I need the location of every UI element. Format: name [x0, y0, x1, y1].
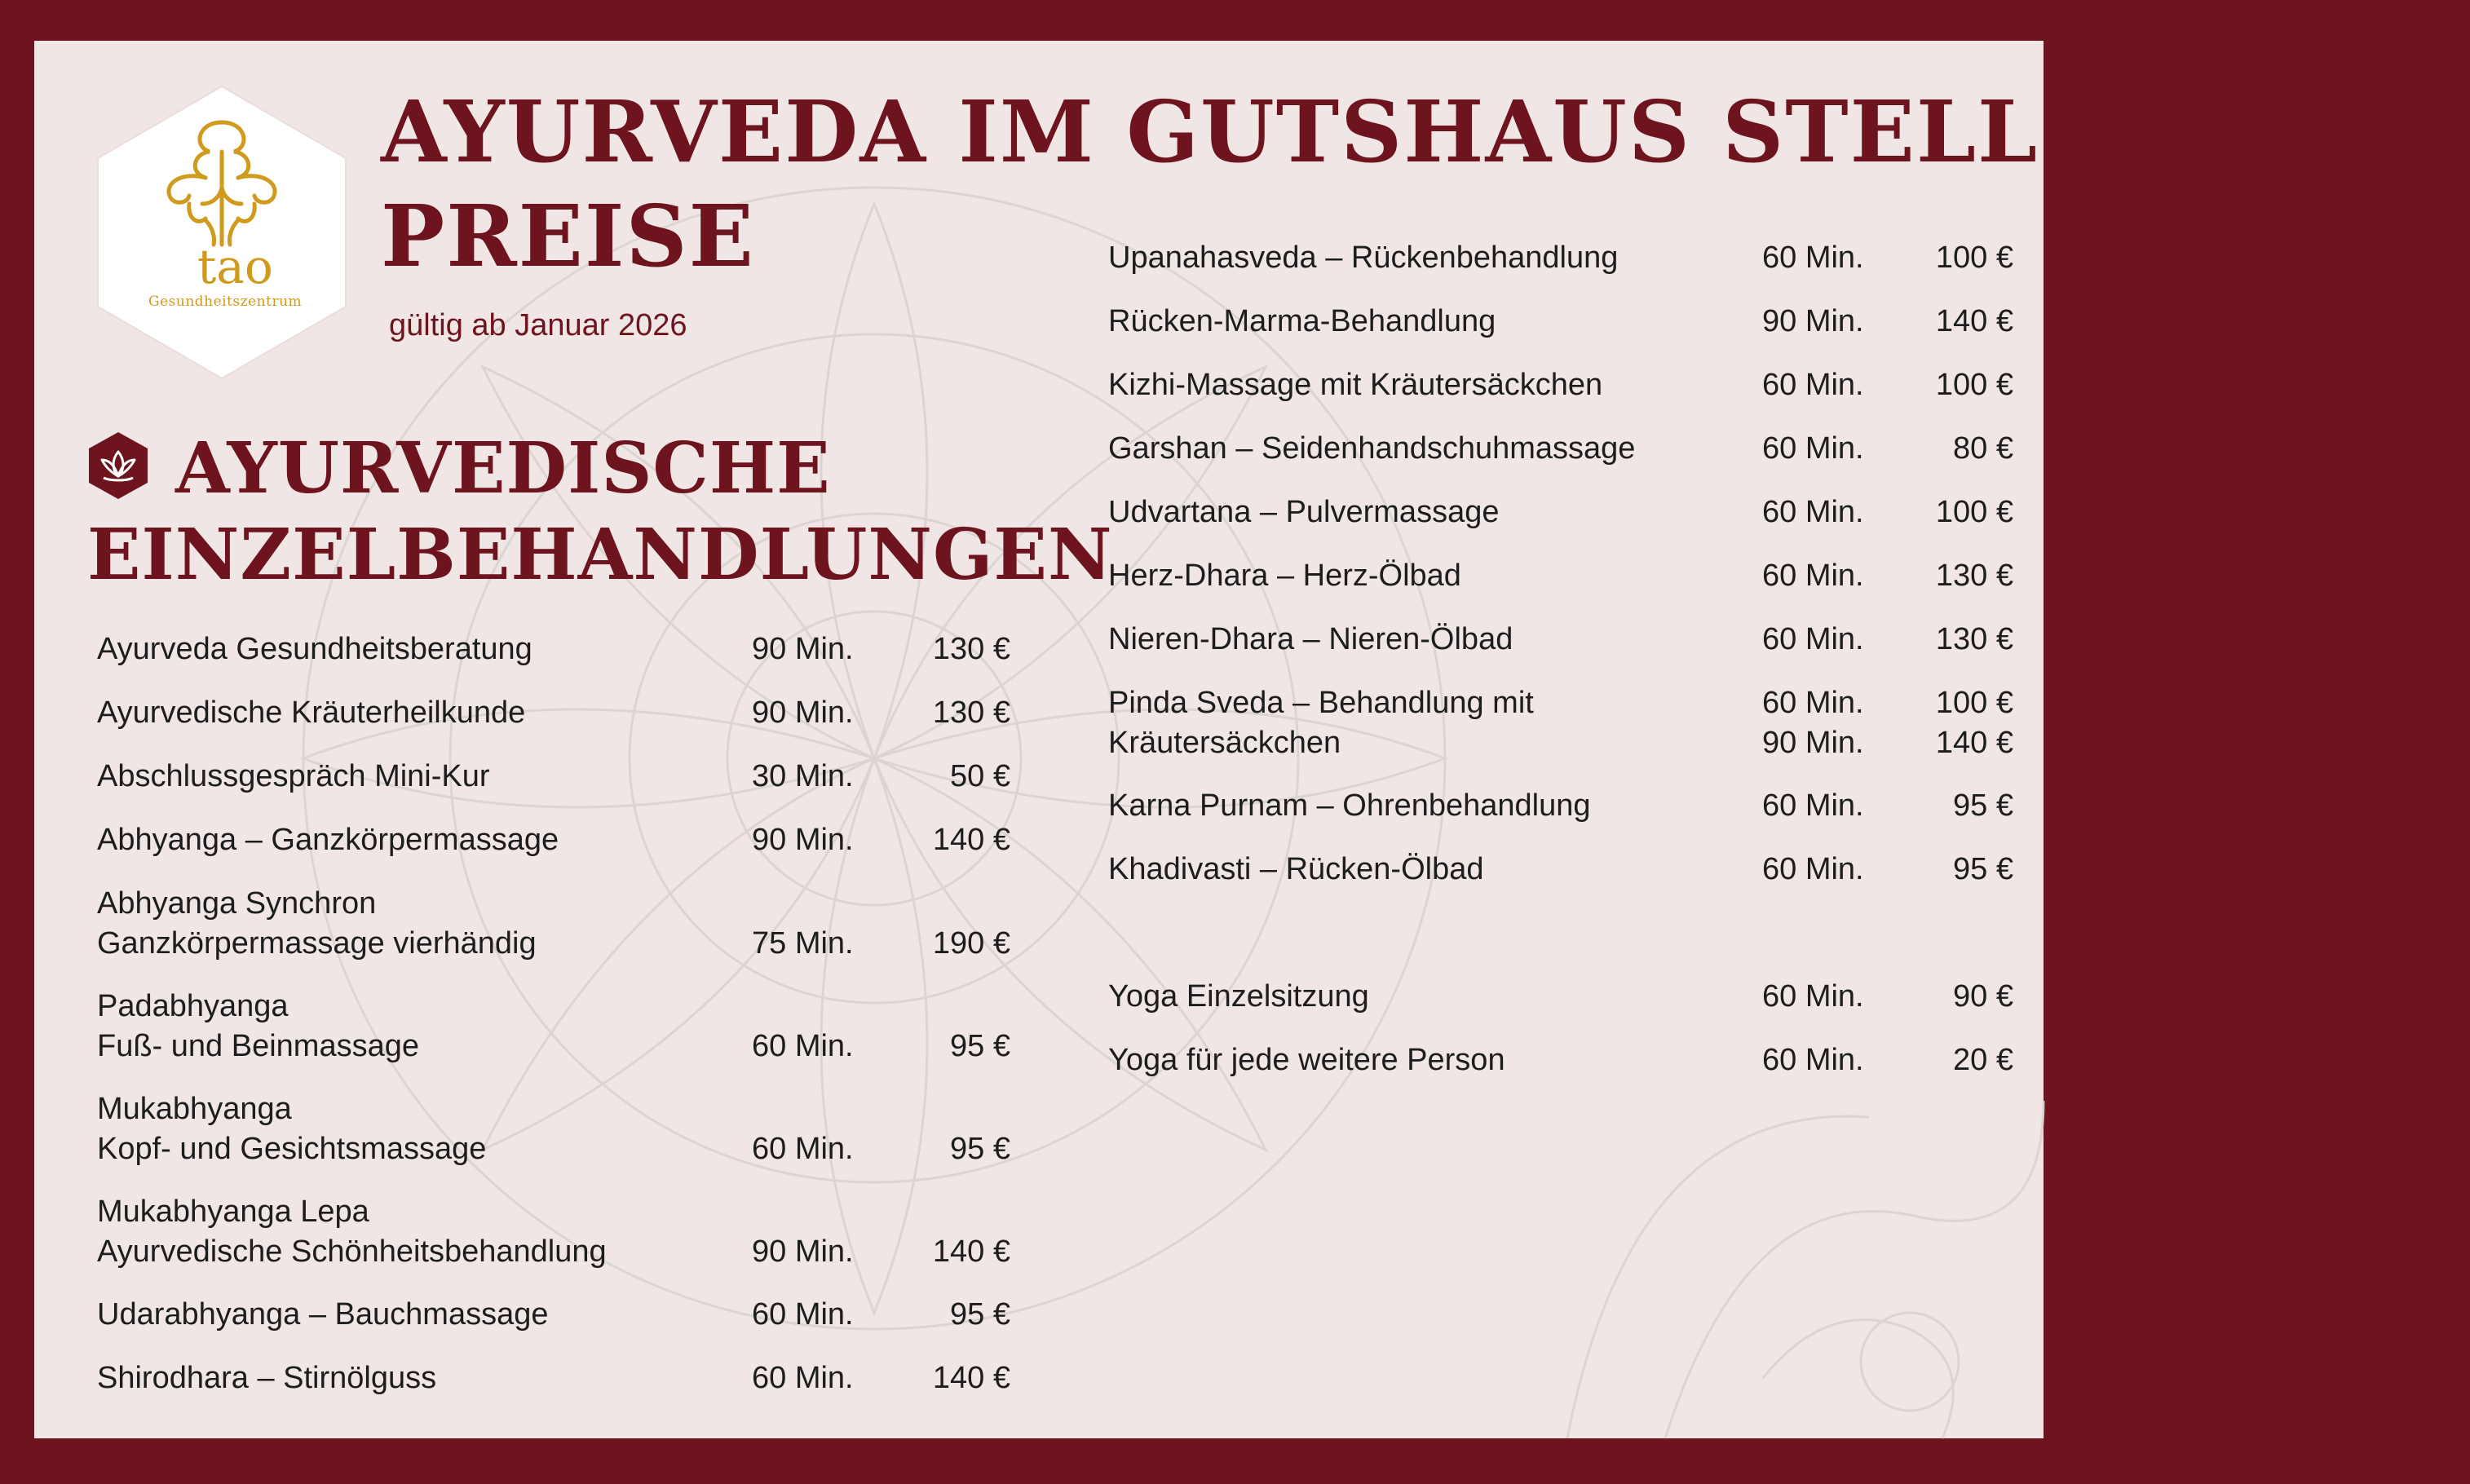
- treatment-price: 130 €: [1935, 622, 2013, 656]
- treatment-name: Mukabhyanga: [97, 1092, 292, 1126]
- treatment-duration: 60 Min.: [1762, 622, 1864, 656]
- treatment-name: Herz-Dhara – Herz-Ölbad: [1108, 559, 1461, 593]
- treatment-name: Mukabhyanga Lepa: [97, 1195, 369, 1229]
- price-row: [1108, 365, 2013, 429]
- treatment-duration-2: 90 Min.: [1762, 726, 1864, 760]
- yoga-name: Yoga für jede weitere Person: [1108, 1043, 1505, 1077]
- treatment-duration: 60 Min.: [752, 1132, 854, 1166]
- treatment-name: Padabhyanga: [97, 989, 289, 1023]
- treatment-description: Kräutersäckchen: [1108, 726, 1341, 760]
- treatment-description: Kopf- und Gesichtsmassage: [97, 1132, 487, 1166]
- treatment-duration: 60 Min.: [1762, 368, 1864, 402]
- price-row: [97, 820, 1010, 884]
- treatment-price: 140 €: [1935, 304, 2013, 338]
- treatment-price: 95 €: [950, 1029, 1010, 1063]
- validity-note: gültig ab Januar 2026: [389, 308, 687, 342]
- treatment-price: 100 €: [1935, 495, 2013, 529]
- treatment-price: 130 €: [932, 696, 1010, 730]
- section-title-line2: EINZELBEHANDLUNGEN: [87, 514, 1113, 596]
- price-row: [1108, 556, 2013, 620]
- treatment-duration: 60 Min.: [1762, 788, 1864, 823]
- logo-wordmark: tao: [197, 239, 273, 294]
- treatment-price: 95 €: [1953, 852, 2013, 886]
- treatment-price: 130 €: [1935, 559, 2013, 593]
- treatment-name: Nieren-Dhara – Nieren-Ölbad: [1108, 622, 1513, 656]
- yoga-name: Yoga Einzelsitzung: [1108, 979, 1369, 1014]
- treatment-duration: 60 Min.: [752, 1361, 854, 1395]
- treatment-duration: 90 Min.: [752, 1234, 854, 1269]
- treatment-price: 140 €: [932, 1234, 1010, 1269]
- price-row: [1108, 850, 2013, 977]
- price-row: [97, 629, 1010, 693]
- treatment-price: 50 €: [950, 759, 1010, 793]
- treatment-duration: 60 Min.: [1762, 559, 1864, 593]
- treatment-price: 190 €: [932, 926, 1010, 961]
- treatment-description: Fuß- und Beinmassage: [97, 1029, 419, 1063]
- treatment-name: Karna Purnam – Ohrenbehandlung: [1108, 788, 1591, 823]
- price-row: [97, 884, 1010, 987]
- price-row: [97, 1089, 1010, 1192]
- treatment-duration: 60 Min.: [1762, 686, 1864, 720]
- price-row: [1108, 492, 2013, 556]
- yoga-price: 90 €: [1953, 979, 2013, 1014]
- price-row: [97, 1192, 1010, 1295]
- treatment-duration: 60 Min.: [1762, 431, 1864, 466]
- treatment-price: 130 €: [932, 632, 1010, 666]
- price-row: [97, 693, 1010, 757]
- price-row: [1108, 620, 2013, 683]
- treatment-name: Upanahasveda – Rückenbehandlung: [1108, 241, 1619, 275]
- price-row: [1108, 238, 2013, 302]
- treatment-name: Rücken-Marma-Behandlung: [1108, 304, 1496, 338]
- section-title: [87, 426, 1113, 598]
- right-price-list: [1108, 238, 2013, 1104]
- yoga-row: [1108, 977, 2013, 1040]
- treatment-name: Khadivasti – Rücken-Ölbad: [1108, 852, 1484, 886]
- yoga-price: 20 €: [1953, 1043, 2013, 1077]
- price-row: [1108, 786, 2013, 850]
- treatment-duration: 60 Min.: [1762, 852, 1864, 886]
- treatment-name: Pinda Sveda – Behandlung mit: [1108, 686, 1534, 720]
- treatment-price: 140 €: [932, 1361, 1010, 1395]
- yoga-duration: 60 Min.: [1762, 1043, 1864, 1077]
- treatment-price: 100 €: [1935, 241, 2013, 275]
- treatment-duration: 60 Min.: [752, 1029, 854, 1063]
- price-row: [1108, 429, 2013, 492]
- treatment-description: Ayurvedische Schönheitsbehandlung: [97, 1234, 607, 1269]
- price-row: [97, 757, 1010, 820]
- treatment-duration: 60 Min.: [1762, 241, 1864, 275]
- section-title-line1: AYURVEDISCHE: [175, 427, 831, 510]
- price-sheet: [34, 41, 2470, 1438]
- treatment-name: Ayurvedische Kräuterheilkunde: [97, 696, 526, 730]
- logo-subtitle: Gesundheitszentrum: [148, 294, 303, 310]
- yoga-duration: 60 Min.: [1762, 979, 1864, 1014]
- treatment-price-2: 140 €: [1935, 726, 2013, 760]
- treatment-name: Abhyanga – Ganzkörpermassage: [97, 823, 559, 857]
- treatment-duration: 90 Min.: [752, 632, 854, 666]
- treatment-duration: 60 Min.: [1762, 495, 1864, 529]
- price-row: [97, 1295, 1010, 1358]
- treatment-price: 80 €: [1953, 431, 2013, 466]
- treatment-price: 140 €: [932, 823, 1010, 857]
- treatment-price: 95 €: [950, 1132, 1010, 1166]
- price-row: [97, 987, 1010, 1089]
- treatment-duration: 90 Min.: [752, 823, 854, 857]
- treatment-duration: 75 Min.: [752, 926, 854, 961]
- page-subtitle: PREISE: [381, 186, 755, 286]
- left-price-list: [97, 629, 1010, 1422]
- treatment-name: Abhyanga Synchron: [97, 886, 377, 921]
- page-title: AYURVEDA IM GUTSHAUS STELLSHAGEN: [381, 82, 2470, 182]
- treatment-name: Shirodhara – Stirnölguss: [97, 1361, 437, 1395]
- treatment-name: Udvartana – Pulvermassage: [1108, 495, 1500, 529]
- treatment-duration: 90 Min.: [1762, 304, 1864, 338]
- treatment-price: 100 €: [1935, 686, 2013, 720]
- treatment-price: 95 €: [1953, 788, 2013, 823]
- logo-badge: [91, 82, 352, 383]
- treatment-price: 95 €: [950, 1297, 1010, 1332]
- treatment-duration: 30 Min.: [752, 759, 854, 793]
- treatment-duration: 90 Min.: [752, 696, 854, 730]
- treatment-name: Ayurveda Gesundheitsberatung: [97, 632, 532, 666]
- treatment-name: Garshan – Seidenhandschuhmassage: [1108, 431, 1636, 466]
- treatment-duration: 60 Min.: [752, 1297, 854, 1332]
- treatment-description: Ganzkörpermassage vierhändig: [97, 926, 537, 961]
- treatment-price: 100 €: [1935, 368, 2013, 402]
- price-row: [97, 1358, 1010, 1422]
- treatment-name: Abschlussgespräch Mini-Kur: [97, 759, 490, 793]
- price-row: [1108, 302, 2013, 365]
- price-row: [1108, 683, 2013, 786]
- treatment-name: Kizhi-Massage mit Kräutersäckchen: [1108, 368, 1603, 402]
- yoga-row: [1108, 1040, 2013, 1104]
- treatment-name: Udarabhyanga – Bauchmassage: [97, 1297, 549, 1332]
